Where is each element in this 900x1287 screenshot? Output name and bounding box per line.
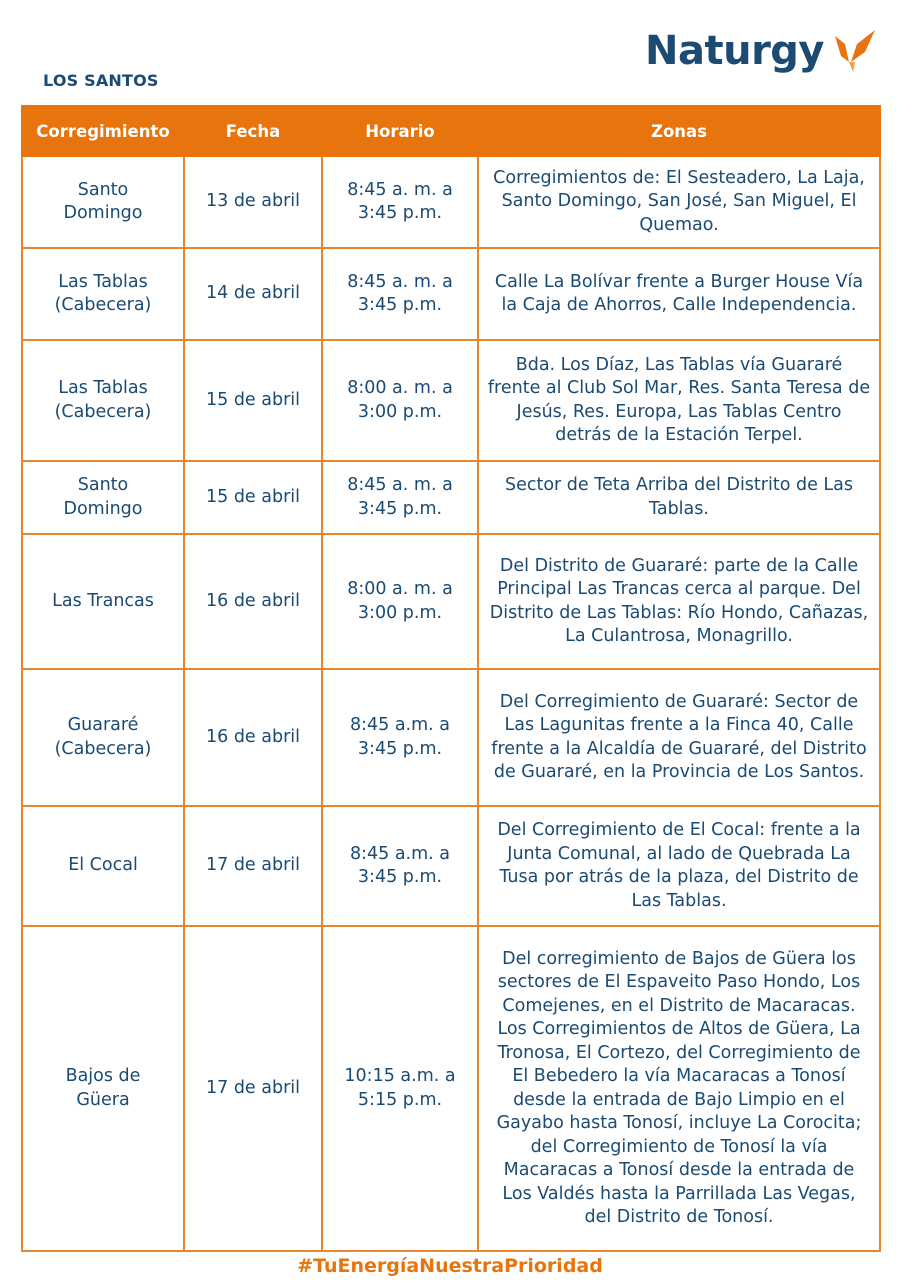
butterfly-icon — [831, 22, 879, 78]
cell-corregimiento: El Cocal — [22, 806, 184, 926]
logo-wordmark: Naturgy — [645, 28, 824, 74]
cell-fecha: 17 de abril — [184, 806, 322, 926]
cell-corregimiento: Bajos de Güera — [22, 926, 184, 1251]
cell-zonas: Calle La Bolívar frente a Burger House Vía la Caja de Ahorros, Calle Independencia. — [478, 248, 880, 340]
table-row — [22, 534, 880, 669]
cell-fecha: 13 de abril — [184, 156, 322, 248]
cell-horario: 8:00 a. m. a 3:00 p.m. — [322, 534, 478, 669]
cell-fecha: 16 de abril — [184, 669, 322, 806]
cell-fecha: 15 de abril — [184, 340, 322, 461]
table-row — [22, 340, 880, 461]
naturgy-logo — [645, 22, 885, 86]
cell-zonas: Del Distrito de Guararé: parte de la Calle Principal Las Trancas cerca al parque. Del Distrito de Las Tablas: Río Hondo, Cañazas, La Culantrosa, Monagrillo. — [478, 534, 880, 669]
cell-horario: 8:45 a. m. a 3:45 p.m. — [322, 248, 478, 340]
table-row — [22, 461, 880, 534]
table-row — [22, 926, 880, 1251]
cell-horario: 8:00 a. m. a 3:00 p.m. — [322, 340, 478, 461]
cell-corregimiento: Guararé (Cabecera) — [22, 669, 184, 806]
cell-horario: 8:45 a. m. a 3:45 p.m. — [322, 461, 478, 534]
schedule-table — [21, 105, 881, 1252]
column-header-zonas: Zonas — [478, 106, 880, 156]
column-header-fecha: Fecha — [184, 106, 322, 156]
cell-zonas: Del corregimiento de Bajos de Güera los sectores de El Espaveito Paso Hondo, Los Comejenes, en el Distrito de Macaracas. Los Corregimientos de Altos de Güera, La Tronosa, El Cortezo, del Corregimiento de El Bebedero la vía Macaracas a Tonosí desde la entrada de Bajo Limpio en el Gayabo hasta Tonosí, incluye La Corocita; del Corregimiento de Tonosí la vía Macaracas a Tonosí desde la entrada de Los Valdés hasta la Parrillada Las Vegas, del Distrito de Tonosí. — [478, 926, 880, 1251]
cell-horario: 10:15 a.m. a 5:15 p.m. — [322, 926, 478, 1251]
cell-corregimiento: Santo Domingo — [22, 461, 184, 534]
cell-zonas: Del Corregimiento de Guararé: Sector de Las Lagunitas frente a la Finca 40, Calle frente a la Alcaldía de Guararé, del Distrito de Guararé, en la Provincia de Los Santos. — [478, 669, 880, 806]
table-row — [22, 156, 880, 248]
cell-zonas: Del Corregimiento de El Cocal: frente a la Junta Comunal, al lado de Quebrada La Tusa por atrás de la plaza, del Distrito de Las Tablas. — [478, 806, 880, 926]
cell-corregimiento: Las Tablas (Cabecera) — [22, 340, 184, 461]
cell-zonas: Sector de Teta Arriba del Distrito de Las Tablas. — [478, 461, 880, 534]
table-row — [22, 248, 880, 340]
cell-fecha: 17 de abril — [184, 926, 322, 1251]
cell-corregimiento: Las Trancas — [22, 534, 184, 669]
cell-zonas: Corregimientos de: El Sesteadero, La Laja, Santo Domingo, San José, San Miguel, El Quemao. — [478, 156, 880, 248]
cell-fecha: 14 de abril — [184, 248, 322, 340]
cell-horario: 8:45 a. m. a 3:45 p.m. — [322, 156, 478, 248]
column-header-horario: Horario — [322, 106, 478, 156]
cell-fecha: 16 de abril — [184, 534, 322, 669]
table-row — [22, 669, 880, 806]
region-title: LOS SANTOS — [43, 71, 159, 90]
column-header-corregimiento: Corregimiento — [22, 106, 184, 156]
campaign-hashtag: #TuEnergíaNuestraPrioridad — [297, 1255, 603, 1277]
cell-zonas: Bda. Los Díaz, Las Tablas vía Guararé frente al Club Sol Mar, Res. Santa Teresa de Jesús, Res. Europa, Las Tablas Centro detrás de la Estación Terpel. — [478, 340, 880, 461]
cell-horario: 8:45 a.m. a 3:45 p.m. — [322, 806, 478, 926]
table-header-row — [22, 106, 880, 156]
cell-corregimiento: Santo Domingo — [22, 156, 184, 248]
cell-corregimiento: Las Tablas (Cabecera) — [22, 248, 184, 340]
cell-fecha: 15 de abril — [184, 461, 322, 534]
cell-horario: 8:45 a.m. a 3:45 p.m. — [322, 669, 478, 806]
table-row — [22, 806, 880, 926]
